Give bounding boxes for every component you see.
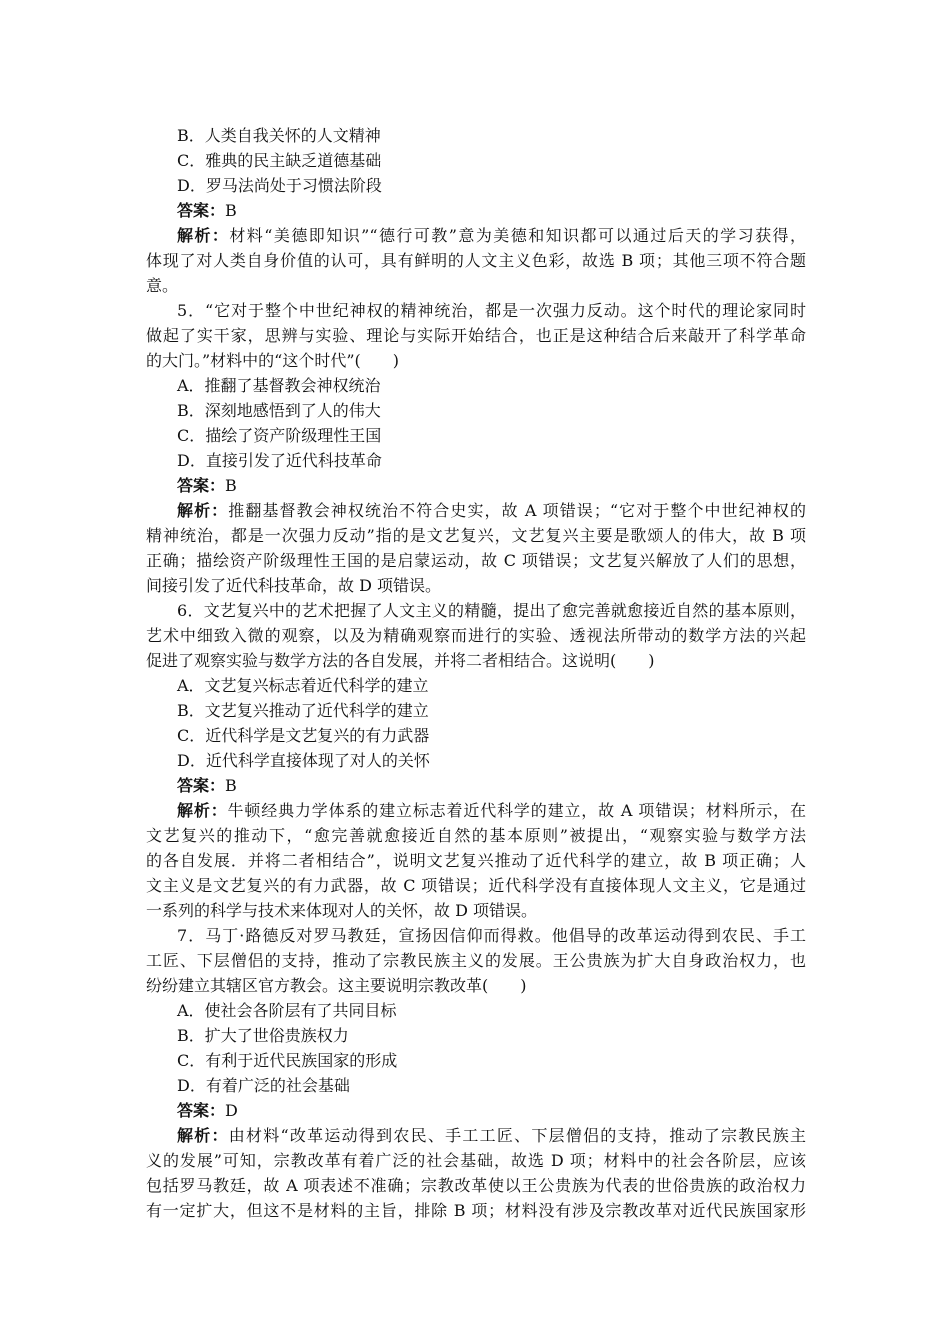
q5-stem-line-2: 做起了实干家，思辨与实验、理论与实际开始结合，也正是这种结合后来敲开了科学革命 (146, 326, 806, 345)
q6-answer (177, 776, 237, 796)
q5-stem-line-3: 的大门。”材料中的“这个时代”( ) (146, 351, 400, 370)
q4-answer (177, 201, 237, 221)
q7-option-a: A．使社会各阶层有了共同目标 (177, 1001, 397, 1020)
q5-analysis-line-3: 正确；描绘资产阶级理性王国的是启蒙运动，故 C 项错误；文艺复兴解放了人们的思想， (146, 551, 806, 570)
q6-analysis-line-1: 解析：牛顿经典力学体系的建立标志着近代科学的建立，故 A 项错误；材料所示，在 (177, 801, 806, 820)
q5-stem-line-1: 5．“它对于整个中世纪神权的精神统治，都是一次强力反动。这个时代的理论家同时 (177, 301, 806, 320)
answer-value: B (225, 201, 237, 220)
answer-value: B (225, 776, 237, 795)
q7-analysis-line-1: 解析：由材料“改革运动得到农民、手工工匠、下层僧侣的支持，推动了宗教民族主 (177, 1126, 806, 1145)
q7-stem-line-2: 工匠、下层僧侣的支持，推动了宗教民族主义的发展。王公贵族为扩大自身政治权力，也 (146, 951, 806, 970)
q6-analysis-line-4: 文主义是文艺复兴的有力武器，故 C 项错误；近代科学没有直接体现人文主义，它是通过 (146, 876, 806, 895)
answer-label: 答案： (177, 776, 226, 795)
q6-option-d: D．近代科学直接体现了对人的关怀 (177, 751, 430, 770)
q5-analysis-line-4: 间接引发了近代科技革命，故 D 项错误。 (146, 576, 442, 595)
q6-analysis-line-2: 文艺复兴的推动下，“愈完善就愈接近自然的基本原则”被提出，“观察实验与数学方法 (146, 826, 806, 845)
q7-analysis-line-2: 义的发展”可知，宗教改革有着广泛的社会基础，故选 D 项；材料中的社会各阶层，应该 (146, 1151, 806, 1170)
q6-stem-line-2: 艺术中细致入微的观察，以及为精确观察而进行的实验、透视法所带动的数学方法的兴起 (146, 626, 806, 645)
q7-analysis-line-3: 包括罗马教廷，故 A 项表述不准确；宗教改革使以王公贵族为代表的世俗贵族的政治权力 (146, 1176, 806, 1195)
q6-analysis-line-5: 一系列的科学与技术来体现对人的关怀，故 D 项错误。 (146, 901, 538, 920)
q7-stem-line-3: 纷纷建立其辖区官方教会。这主要说明宗教改革( ) (146, 976, 527, 995)
q6-analysis-line-3: 的各自发展．并将二者相结合”，说明文艺复兴推动了近代科学的建立，故 B 项正确；人 (146, 851, 806, 870)
analysis-label: 解析： (177, 226, 230, 245)
answer-label: 答案： (177, 201, 226, 220)
q7-analysis-line-4: 有一定扩大，但这不是材料的主旨，排除 B 项；材料没有涉及宗教改革对近代民族国家形 (146, 1201, 806, 1220)
q7-answer (177, 1101, 238, 1121)
answer-label: 答案： (177, 1101, 226, 1120)
q7-option-c: C．有利于近代民族国家的形成 (177, 1051, 398, 1070)
analysis-label: 解析： (177, 1126, 229, 1145)
analysis-label: 解析： (177, 801, 228, 820)
q4-option-c: C．雅典的民主缺乏道德基础 (177, 151, 382, 170)
q7-option-b: B．扩大了世俗贵族权力 (177, 1026, 349, 1045)
q5-option-d: D．直接引发了近代科技革命 (177, 451, 382, 470)
answer-label: 答案： (177, 476, 226, 495)
q6-option-c: C．近代科学是文艺复兴的有力武器 (177, 726, 430, 745)
q4-option-b: B．人类自我关怀的人文精神 (177, 126, 381, 145)
q7-option-d: D．有着广泛的社会基础 (177, 1076, 350, 1095)
q4-analysis-line-3: 意。 (146, 276, 179, 295)
q6-option-a: A．文艺复兴标志着近代科学的建立 (177, 676, 429, 695)
q4-analysis-line-1: 解析：材料“美德即知识”“德行可教”意为美德和知识都可以通过后天的学习获得， (177, 226, 806, 245)
q5-answer (177, 476, 237, 496)
q4-option-d: D．罗马法尚处于习惯法阶段 (177, 176, 382, 195)
q5-analysis-line-1: 解析：推翻基督教会神权统治不符合史实，故 A 项错误；“它对于整个中世纪神权的 (177, 501, 806, 520)
q6-stem-line-3: 促进了观察实验与数学方法的各自发展，并将二者相结合。这说明( ) (146, 651, 655, 670)
answer-value: D (225, 1101, 238, 1120)
q7-stem-line-1: 7．马丁·路德反对罗马教廷，宣扬因信仰而得救。他倡导的改革运动得到农民、手工 (177, 926, 806, 945)
q4-analysis-line-2: 体现了对人类自身价值的认可，具有鲜明的人文主义色彩，故选 B 项；其他三项不符合题 (146, 251, 806, 270)
q5-analysis-line-2: 精神统治，都是一次强力反动”指的是文艺复兴，文艺复兴主要是歌颂人的伟大，故 B 项 (146, 526, 806, 545)
q5-option-c: C．描绘了资产阶级理性王国 (177, 426, 382, 445)
analysis-label: 解析： (177, 501, 229, 520)
q6-option-b: B．文艺复兴推动了近代科学的建立 (177, 701, 429, 720)
answer-value: B (225, 476, 237, 495)
q5-option-b: B．深刻地感悟到了人的伟大 (177, 401, 381, 420)
q6-stem-line-1: 6．文艺复兴中的艺术把握了人文主义的精髓，提出了愈完善就愈接近自然的基本原则， (177, 601, 806, 620)
q5-option-a: A．推翻了基督教会神权统治 (177, 376, 381, 395)
